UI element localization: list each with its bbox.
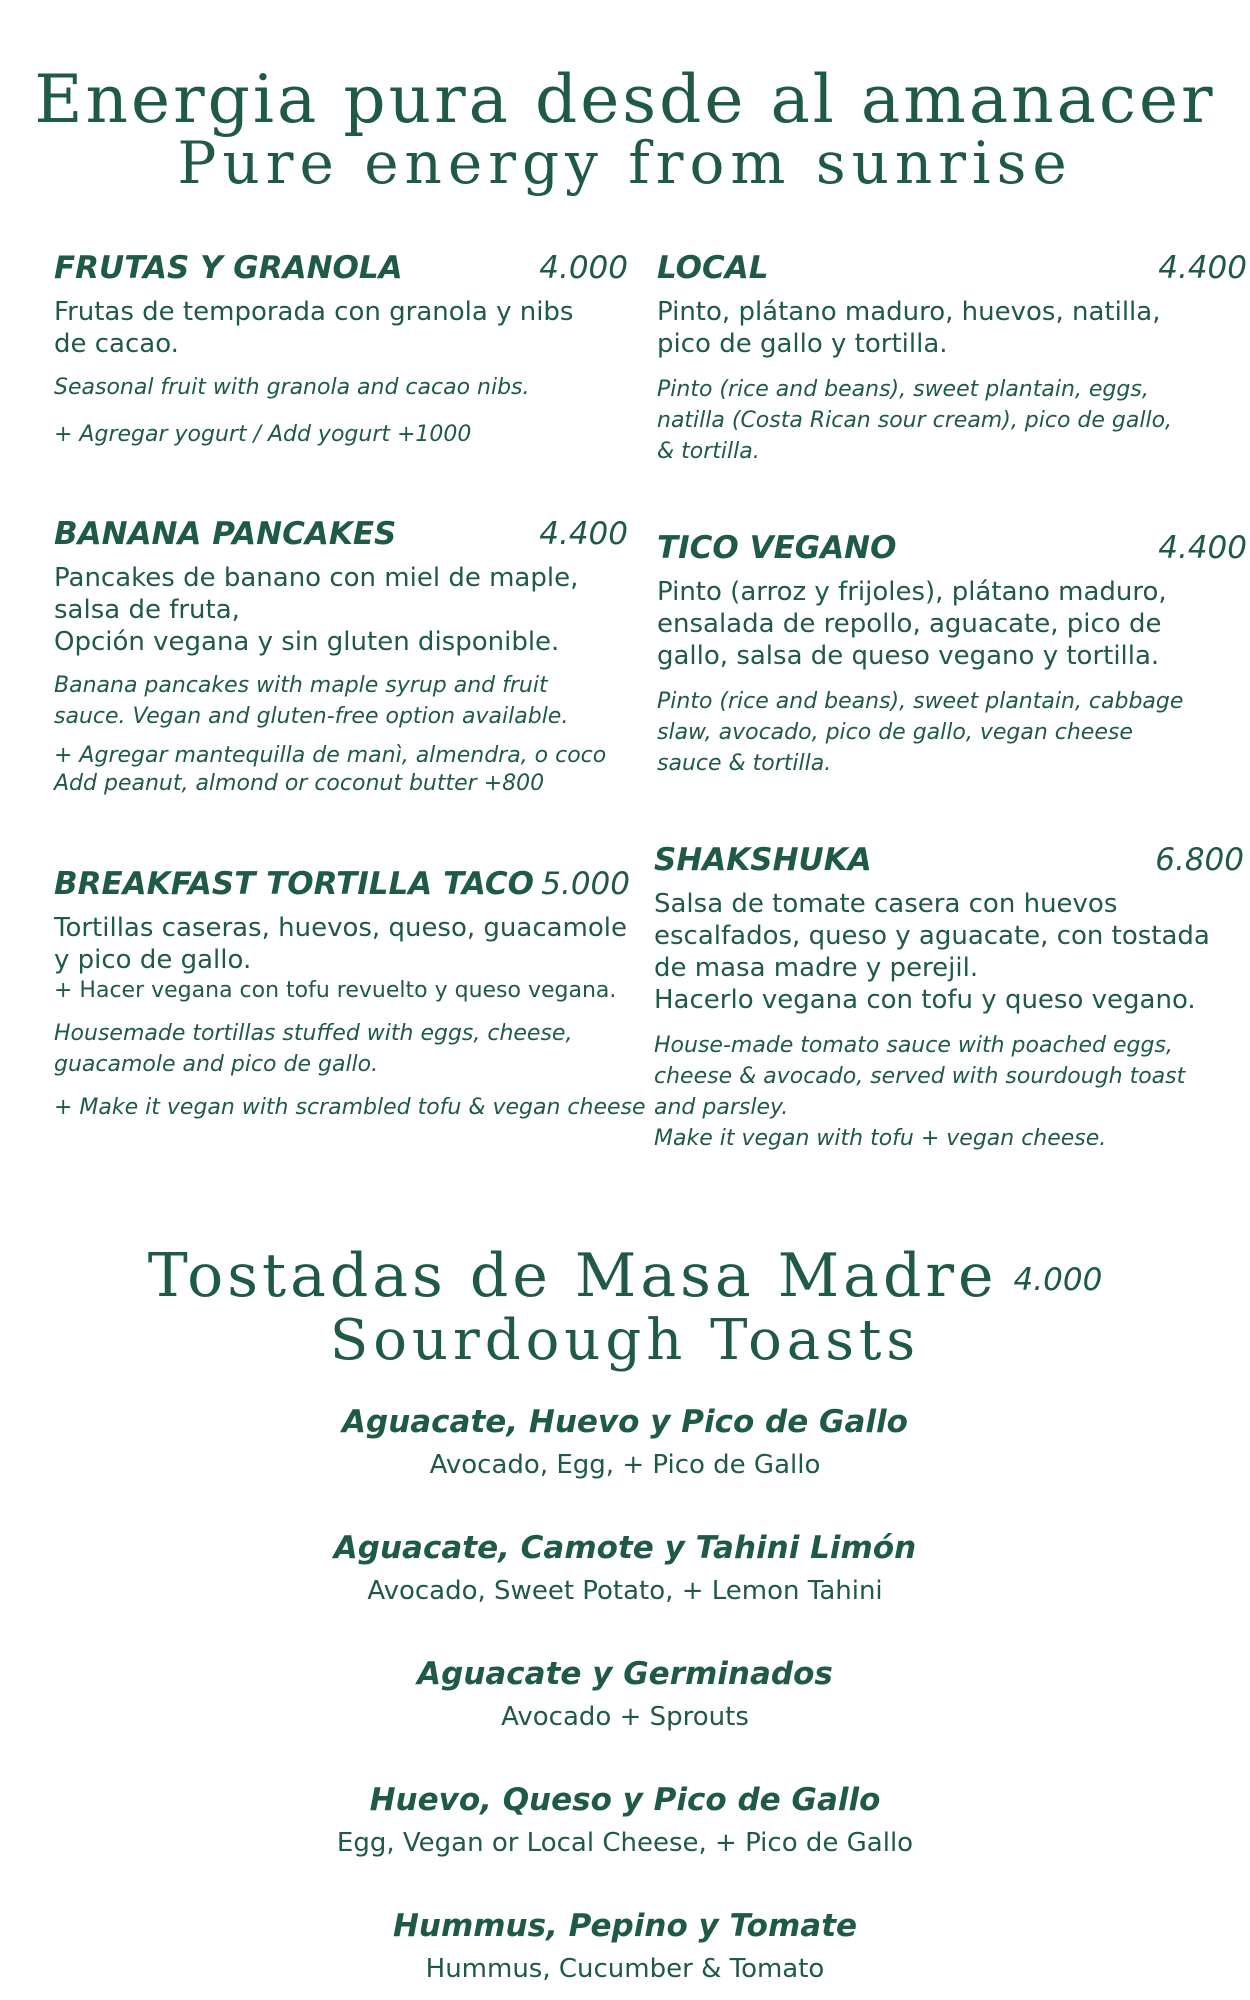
item-description-en: Seasonal fruit with granola and cacao nibs. xyxy=(54,375,530,400)
item-description-en: Banana pancakes with maple syrup and fruit sauce. Vegan and gluten-free option available. xyxy=(54,673,569,729)
item-vegan-option-es: + Hacer vegana con tofu revuelto y queso vegana. xyxy=(54,978,617,1003)
item-description-es: Salsa de tomate casera con huevos escalfados, queso y aguacate, con tostada de masa madre y perejil. Hacerlo vegana con tofu y queso vegano. xyxy=(654,889,1210,1015)
toast-item xyxy=(0,1400,1250,1482)
menu-item-tico-vegano xyxy=(657,526,1247,779)
menu-item-shakshuka xyxy=(654,838,1244,1154)
item-price: 4.400 xyxy=(1158,530,1247,566)
toasts-subtitle: Sourdough Toasts xyxy=(329,1308,921,1373)
toast-name: Huevo, Queso y Pico de Gallo xyxy=(369,1782,881,1818)
item-name: FRUTAS Y GRANOLA xyxy=(54,250,403,286)
toasts-title-text: Tostadas de Masa Madre xyxy=(147,1241,998,1311)
item-addon: + Agregar yogurt / Add yogurt +1000 xyxy=(54,422,472,447)
item-description-en: Pinto (rice and beans), sweet plantain, cabbage slaw, avocado, pico de gallo, vegan cheese sauce & tortilla. xyxy=(657,689,1184,776)
item-price: 5.000 xyxy=(541,866,630,902)
item-price: 4.000 xyxy=(539,250,628,286)
item-price: 4.400 xyxy=(539,516,628,552)
item-price: 6.800 xyxy=(1155,842,1244,878)
menu-item-breakfast-tortilla-taco xyxy=(54,862,644,1122)
toast-name: Aguacate y Germinados xyxy=(417,1656,833,1692)
toast-name: Aguacate, Huevo y Pico de Gallo xyxy=(342,1404,908,1440)
toast-description: Avocado, Egg, + Pico de Gallo xyxy=(429,1450,821,1480)
page-subtitle: Pure energy from sunrise xyxy=(177,129,1073,197)
toast-item xyxy=(0,1652,1250,1734)
menu-item-banana-pancakes xyxy=(54,512,644,798)
menu-item-local xyxy=(657,246,1247,467)
toast-description: Avocado + Sprouts xyxy=(501,1702,749,1732)
item-name: SHAKSHUKA xyxy=(654,842,872,878)
item-price: 4.400 xyxy=(1158,250,1247,286)
toast-item xyxy=(0,1778,1250,1860)
item-name: TICO VEGANO xyxy=(657,530,897,566)
item-description-es: Pinto, plátano maduro, huevos, natilla, pico de gallo y tortilla. xyxy=(657,297,1161,359)
item-description-es: Frutas de temporada con granola y nibs de cacao. xyxy=(54,297,574,359)
item-addon: + Agregar mantequilla de manì, almendra, o coco Add peanut, almond or coconut butter +800 xyxy=(54,743,607,796)
page-title: Energia pura desde al amanacer xyxy=(34,61,1216,138)
toast-item xyxy=(0,1904,1250,1986)
item-description-es: Tortillas caseras, huevos, queso, guacamole y pico de gallo. xyxy=(54,913,628,975)
item-name: LOCAL xyxy=(657,250,769,286)
toast-name: Aguacate, Camote y Tahini Limón xyxy=(333,1530,917,1566)
toast-description: Hummus, Cucumber & Tomato xyxy=(425,1954,825,1984)
item-name: BREAKFAST TORTILLA TACO xyxy=(54,866,534,902)
item-addon: + Make it vegan with scrambled tofu & vegan cheese xyxy=(54,1095,646,1120)
toast-description: Egg, Vegan or Local Cheese, + Pico de Gallo xyxy=(336,1828,914,1858)
item-description-en: House-made tomato sauce with poached eggs, cheese & avocado, served with sourdough toast and parsley. Make it vegan with tofu + vegan cheese. xyxy=(654,1033,1186,1151)
toasts-title xyxy=(0,1240,1250,1316)
toast-item xyxy=(0,1526,1250,1608)
item-description-en: Housemade tortillas stuffed with eggs, cheese, guacamole and pico de gallo. xyxy=(54,1021,573,1077)
toasts-price: 4.000 xyxy=(1013,1262,1103,1299)
menu-item-frutas-y-granola xyxy=(54,246,644,449)
item-description-es: Pinto (arroz y frijoles), plátano maduro, ensalada de repollo, aguacate, pico de gallo, salsa de queso vegano y tortilla. xyxy=(657,577,1167,671)
item-description-en: Pinto (rice and beans), sweet plantain, eggs, natilla (Costa Rican sour cream), pico de gallo, & tortilla. xyxy=(657,377,1173,464)
item-name: BANANA PANCAKES xyxy=(54,516,397,552)
toast-name: Hummus, Pepino y Tomate xyxy=(392,1908,858,1944)
toast-description: Avocado, Sweet Potato, + Lemon Tahini xyxy=(367,1576,883,1606)
item-description-es: Pancakes de banano con miel de maple, salsa de fruta, Opción vegana y sin gluten disponible. xyxy=(54,563,579,657)
